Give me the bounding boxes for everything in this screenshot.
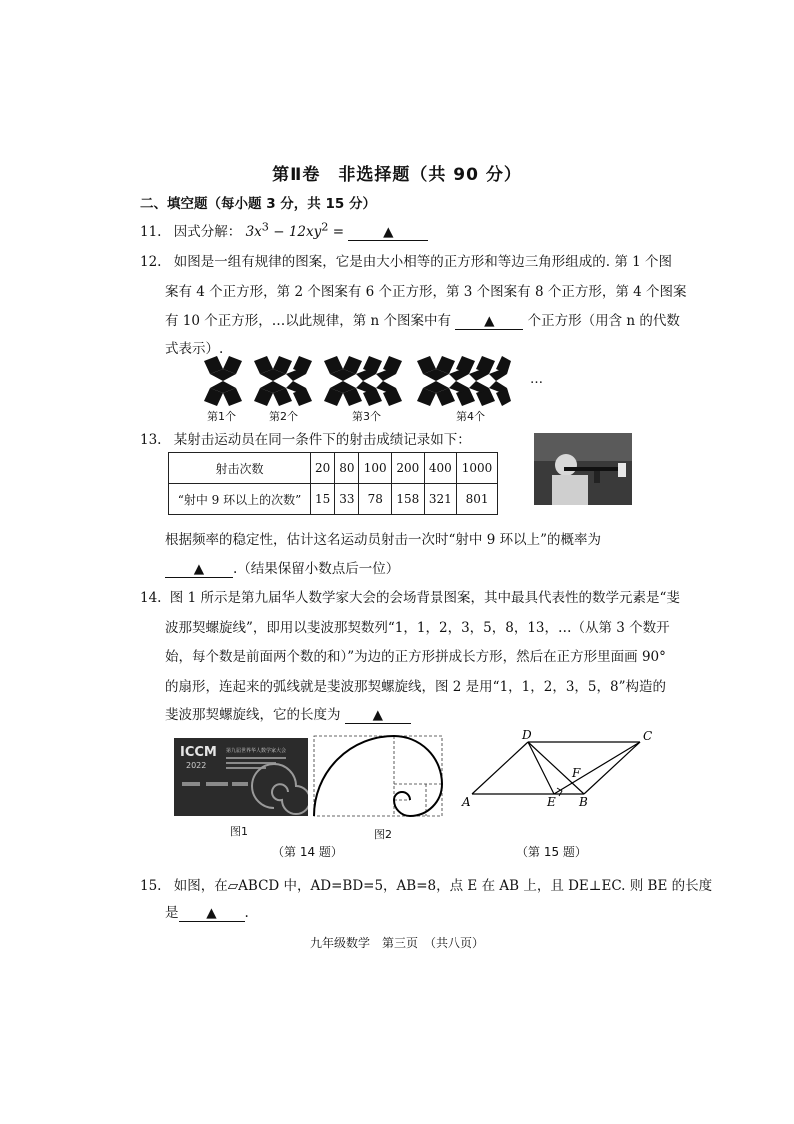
q11-answer-blank[interactable]: ▲ [348, 224, 428, 241]
q13-cell: 321 [424, 484, 457, 515]
q15-answer-blank[interactable]: ▲ [179, 905, 245, 922]
point-D-label: D [522, 728, 532, 742]
q12-caption-4: 第4个 [456, 410, 485, 423]
q12-caption-1: 第1个 [207, 410, 236, 423]
q12-caption-3: 第3个 [352, 410, 381, 423]
q15-period: . [244, 905, 249, 921]
q12-line3b: 个正方形（用含 n 的代数 [527, 313, 680, 329]
q15-line1: 如图，在▱ABCD 中，AD=BD=5，AB=8，点 E 在 AB 上，且 DE⊥EC. 则 BE 的长度 [173, 878, 713, 894]
pattern-2 [254, 356, 312, 406]
poster-title: ICCM [180, 745, 217, 760]
q12-answer-blank[interactable]: ▲ [455, 313, 523, 330]
q11-expr-a: 3x [245, 224, 262, 240]
q13-cell: 78 [359, 484, 392, 515]
page-footer: 九年级数学 第三页 （共八页） [309, 936, 484, 950]
section-heading: 二、填空题（每小题 3 分，共 15 分） [140, 196, 376, 212]
question-14-line-5 [165, 703, 411, 724]
q13-number: 13. [140, 432, 162, 448]
q12-pattern-figure [190, 356, 550, 406]
q14-fig2-caption: 图2 [374, 828, 392, 841]
pattern-3 [324, 356, 402, 406]
q13-row2-label: “射中 9 环以上的次数” [169, 484, 311, 515]
q14-number: 14. [140, 590, 162, 606]
page-title: 第Ⅱ卷 非选择题（共 90 分） [272, 165, 522, 185]
q14-line2: 波那契螺旋线”，即用以斐波那契数列“1，1，2，3，5，8，13，…（从第 3 个数开 [165, 620, 670, 636]
q14-answer-blank[interactable]: ▲ [345, 707, 411, 724]
q13-text: 某射击运动员在同一条件下的射击成绩记录如下： [173, 432, 471, 448]
q13-cell: 15 [311, 484, 335, 515]
question-12-line-1 [140, 250, 672, 270]
q13-answer-blank[interactable]: ▲ [165, 561, 233, 578]
question-14 [140, 586, 680, 606]
q14-figure-2-spiral [310, 734, 444, 822]
q13-cell: 100 [359, 453, 392, 484]
q11-text: 因式分解： [173, 224, 242, 240]
pattern-1 [204, 356, 242, 406]
point-F-label: F [572, 766, 581, 780]
q13-table [168, 452, 498, 515]
q14-figure-label: （第 14 题） [272, 845, 343, 859]
poster-year: 2022 [186, 761, 207, 770]
q11-sup-b: 2 [321, 220, 329, 234]
q11-number: 11. [140, 224, 162, 240]
q13-shooter-photo [534, 433, 632, 505]
q14-line4: 的扇形，连起来的弧线就是斐波那契螺旋线，图 2 是用“1，1，2，3，5，8”构造的 [165, 679, 667, 695]
q12-caption-2: 第2个 [269, 410, 298, 423]
question-12-line-3 [165, 309, 680, 330]
q14-line3: 始，每个数是前面两个数的和）”为边的正方形拼成长方形，然后在正方形里面画 90° [165, 649, 666, 665]
q15-number: 15. [140, 878, 162, 894]
q13-cell: 33 [335, 484, 359, 515]
q12-line4: 式表示）. [165, 341, 224, 357]
question-15 [140, 874, 712, 894]
question-13 [140, 428, 471, 448]
q13-line3: .（结果保留小数点后一位） [233, 561, 400, 577]
segment-DE [528, 742, 554, 794]
q14-figure-1-poster [174, 738, 308, 816]
question-15-line-2 [165, 901, 249, 922]
q15-line2: 是 [165, 905, 179, 921]
point-A-label: A [462, 795, 471, 809]
q12-number: 12. [140, 254, 162, 270]
q13-cell: 200 [392, 453, 425, 484]
poster-subtitle: 第九届世界华人数学家大会 [226, 748, 287, 754]
q12-line3a: 有 10 个正方形，…以此规律，第 n 个图案中有 [165, 313, 452, 329]
point-C-label: C [643, 729, 653, 743]
table-row [169, 484, 498, 515]
segment-BC [584, 742, 640, 794]
table-row [169, 453, 498, 484]
q11-expr-b: − 12xy [268, 224, 322, 240]
q13-cell: 80 [335, 453, 359, 484]
q13-cell: 801 [457, 484, 498, 515]
q13-cell: 158 [392, 484, 425, 515]
q14-line1: 图 1 所示是第九届华人数学家大会的会场背景图案，其中最具代表性的数学元素是“斐 [169, 590, 680, 606]
segment-AD [472, 742, 528, 794]
q14-fig1-caption: 图1 [230, 825, 248, 838]
q13-cell: 1000 [457, 453, 498, 484]
question-13-line-3 [165, 557, 399, 578]
q12-line2: 案有 4 个正方形，第 2 个图案有 6 个正方形，第 3 个图案有 8 个正方形，第 4 个图案 [165, 284, 687, 300]
point-E-label: E [547, 795, 556, 809]
question-11 [140, 220, 428, 241]
segment-EC [554, 742, 640, 794]
q11-sup-a: 3 [261, 220, 269, 234]
q11-eq: = [328, 224, 345, 240]
q12-ellipsis: … [530, 372, 543, 387]
q13-cell: 20 [311, 453, 335, 484]
q15-figure-label: （第 15 题） [516, 845, 587, 859]
q13-cell: 400 [424, 453, 457, 484]
point-B-label: B [579, 795, 588, 809]
q12-line1: 如图是一组有规律的图案，它是由大小相等的正方形和等边三角形组成的. 第 1 个图 [173, 254, 673, 270]
q15-parallelogram-figure [460, 728, 660, 810]
q13-row1-label: 射击次数 [169, 453, 311, 484]
q14-line5: 斐波那契螺旋线，它的长度为 [165, 707, 341, 723]
pattern-4 [417, 356, 511, 406]
q13-line2: 根据频率的稳定性，估计这名运动员射击一次时“射中 9 环以上”的概率为 [165, 532, 601, 548]
